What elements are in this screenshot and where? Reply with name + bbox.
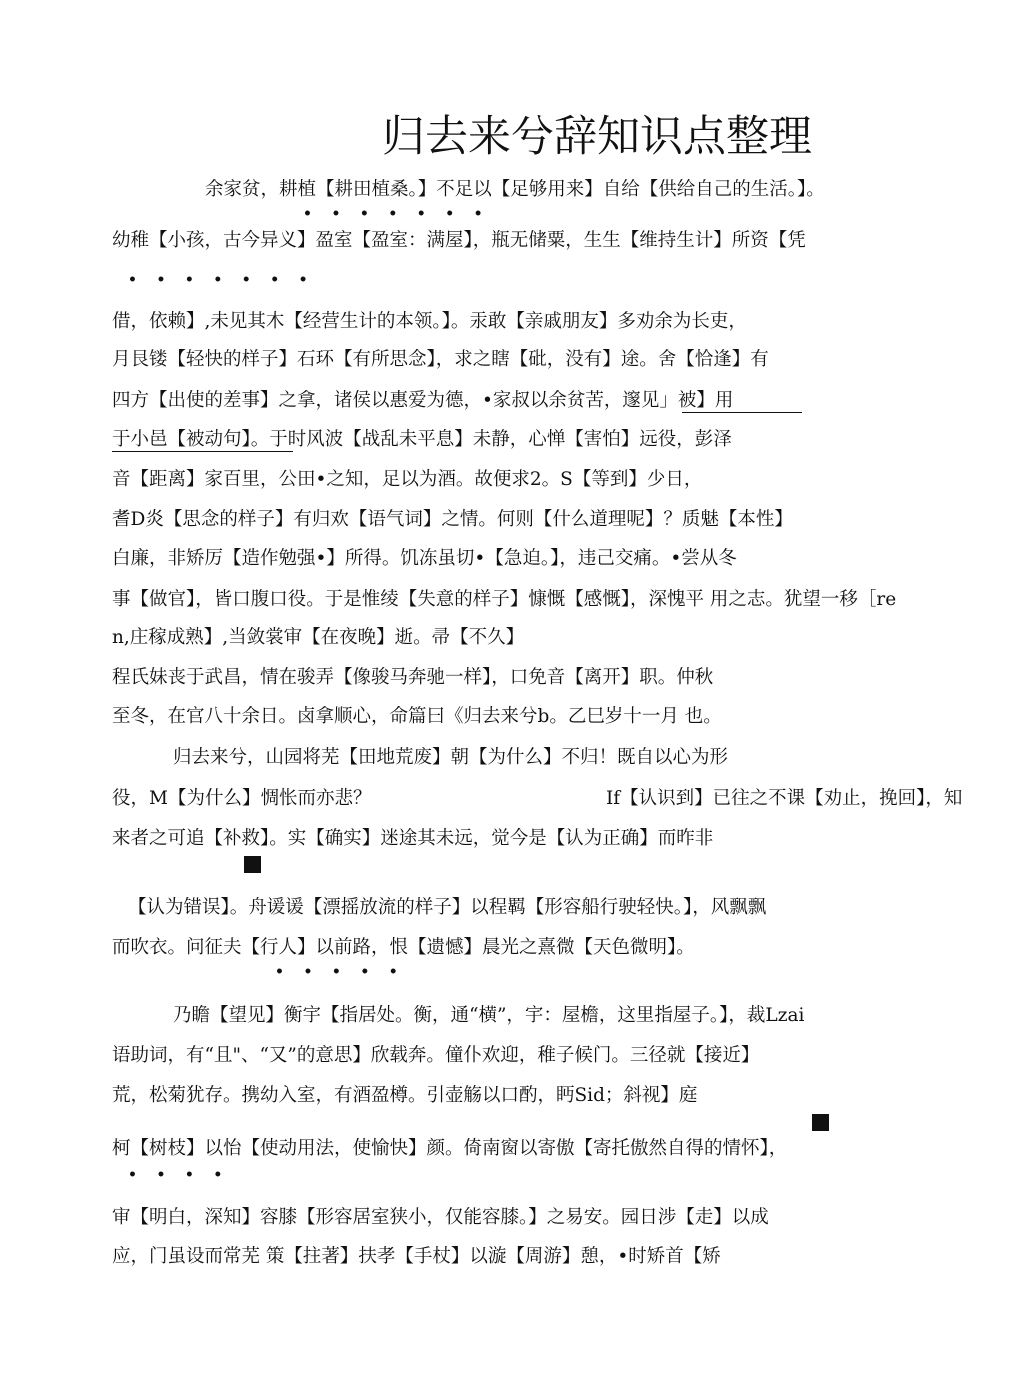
text-line: n,庄稼成熟】,当敛裳审【在夜晚】逝。帚【不久】 xyxy=(112,627,525,648)
text-line: If【认识到】已往之不课【劝止，挽回】，知 xyxy=(606,788,963,809)
text-line: 应，门虽设而常芜 策【拄著】扶孝【手杖】以漩【周游】憩，•时矫首【矫 xyxy=(112,1246,721,1267)
square-mark xyxy=(812,1114,829,1131)
text-line: 余家贫，耕植【耕田植桑。】不足以【足够用来】自给【供给自己的生活。】。 xyxy=(205,179,825,200)
text-line: 月艮镂【轻快的样子】石环【有所思念】，求之瞎【砒，没有】途。舍【恰逢】有 xyxy=(112,349,769,370)
emphasis-dots: • • • • xyxy=(128,1167,223,1183)
text-line: 事【做官】，皆口腹口役。于是惟绫【失意的样子】慷慨【感慨】，深愧平 用之志。犹望一移［re xyxy=(112,589,897,610)
text-line: 音【距离】家百里，公田•之知，足以为酒。故便求2。S【等到】少日， xyxy=(112,469,703,490)
text-line: 幼稚【小孩，古今异义】盈室【盈室：满屋】，瓶无储粟，生生【维持生计】所资【凭 xyxy=(112,230,806,251)
text-line: 柯【树枝】以怡【使动用法，使愉快】颜。倚南窗以寄傲【寄托傲然自得的情怀】， xyxy=(112,1138,788,1159)
text-line: 耆D炎【思念的样子】有归欢【语气词】之情。何则【什么道理呢】？质魅【本性】 xyxy=(112,509,793,530)
text-line: 荒，松菊犹存。携幼入室，有酒盈樽。引壶觞以口酌，眄Sid；斜视】庭 xyxy=(112,1085,698,1106)
text-line: 役，M【为什么】惆怅而亦悲？ xyxy=(112,788,372,809)
text-line: 语助词，有“且"、“又”的意思】欣载奔。僮仆欢迎，稚子候门。三径就【接近】 xyxy=(112,1045,760,1066)
text-line: 于小邑【被动句】。于时风波【战乱未平息】未静，心惮【害怕】远役，彭泽 xyxy=(112,429,732,450)
text-line: 来者之可追【补救】。实【确实】迷途其未远，觉今是【认为正确】而昨非 xyxy=(112,828,714,849)
emphasis-dots: • • • • • xyxy=(275,964,398,980)
document-title: 归去来兮辞知识点整理 xyxy=(382,112,812,162)
text-line: 归去来兮，山园将芜【田地荒废】朝【为什么】不归！既自以心为形 xyxy=(173,747,729,768)
underline-mark xyxy=(112,451,293,452)
emphasis-dots: • • • • • • • xyxy=(303,206,483,222)
text-line: 乃瞻【望见】衡宇【指居处。衡，通“横”，宇：屋檐，这里指屋子。】，裁Lzai xyxy=(173,1005,805,1026)
text-line: 【认为错误】。舟谖谖【漂摇放流的样子】以程羁【形容船行驶轻快。】，风飘飘 xyxy=(128,897,767,918)
square-mark xyxy=(244,856,261,873)
text-line: 程氏妹丧于武昌，情在骏弄【像骏马奔驰一样】，口免音【离开】职。仲秋 xyxy=(112,667,714,688)
text-line: 白廉，非矫厉【造作勉强•】所得。饥冻虽切•【急迫。】，违己交痛。•尝从冬 xyxy=(112,548,737,569)
text-line: 而吹衣。问征夫【行人】以前路，恨【遗憾】晨光之熹微【天色微明】。 xyxy=(112,937,695,958)
emphasis-dots: • • • • • • • xyxy=(128,272,308,288)
text-line: 四方【出使的差事】之拿，诸侯以惠爱为德，•家叔以余贫苦，邃见」被】用 xyxy=(112,390,734,411)
text-line: 借，依赖】,未见其木【经营生计的本领。】。汞敢【亲戚朋友】多劝余为长吏， xyxy=(112,311,747,332)
underline-mark xyxy=(682,412,802,413)
text-line: 审【明白，深知】容膝【形容居室狭小，仅能容膝。】之易安。园日涉【走】以成 xyxy=(112,1207,769,1228)
text-line: 至冬，在官八十余日。卤拿顺心，命篇曰《归去来兮b。乙巳岁十一月 也。 xyxy=(112,706,722,727)
